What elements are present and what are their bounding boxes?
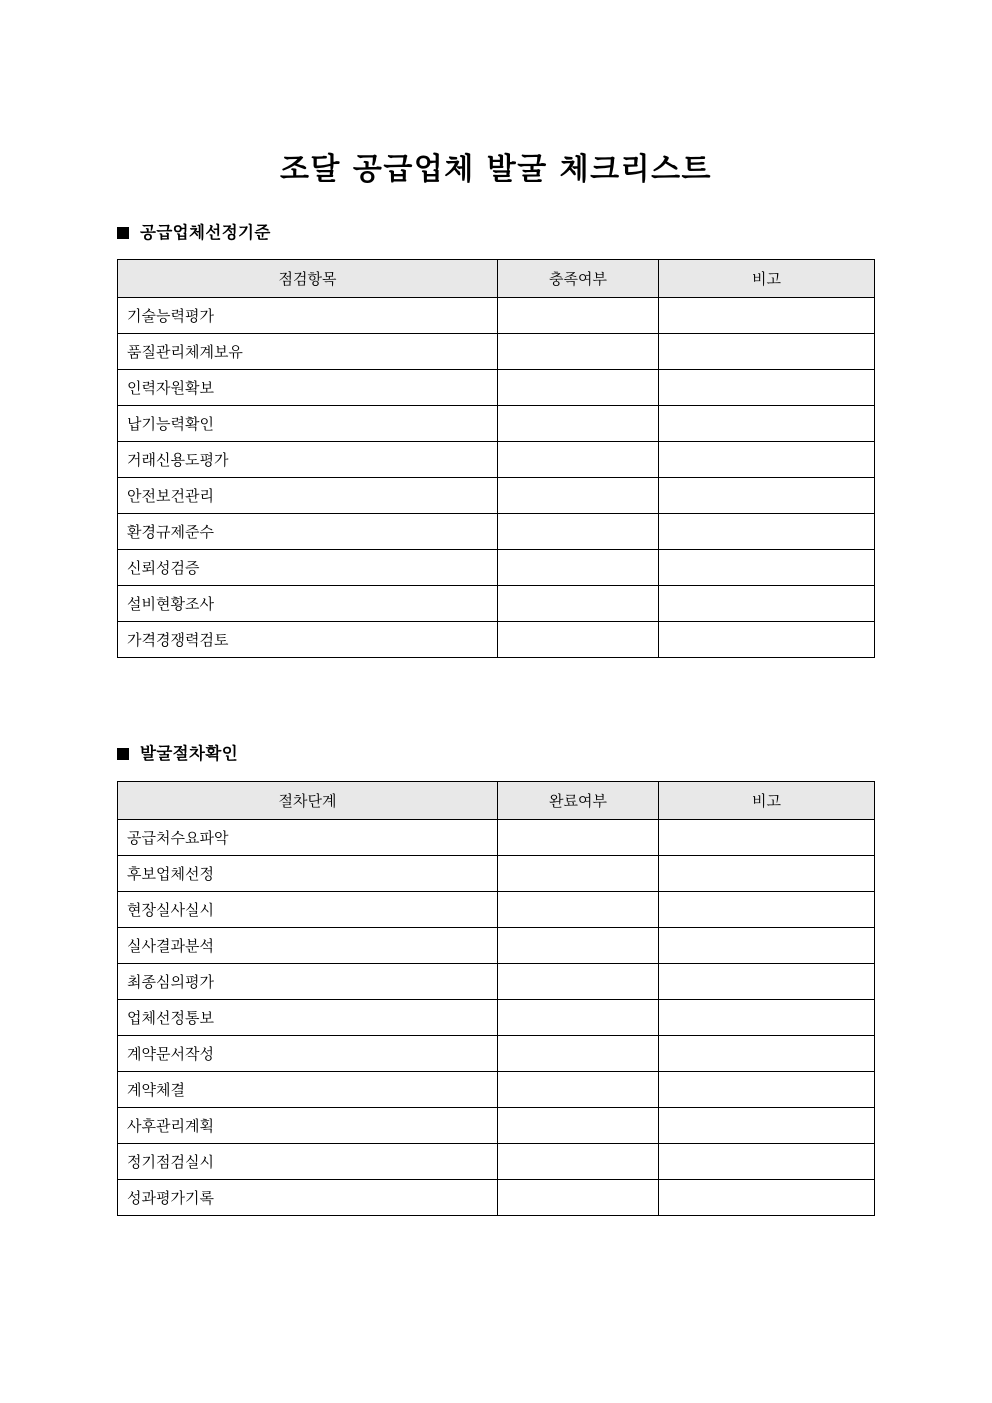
column-header-note: 비고 <box>659 782 875 820</box>
row-item-label: 납기능력확인 <box>118 406 498 442</box>
row-item-label: 인력자원확보 <box>118 370 498 406</box>
row-note-cell[interactable] <box>659 820 875 856</box>
table-row <box>118 298 875 334</box>
table-row <box>118 1180 875 1216</box>
table-header-row <box>118 782 875 820</box>
row-note-cell[interactable] <box>659 550 875 586</box>
row-note-cell[interactable] <box>659 1072 875 1108</box>
row-note-cell[interactable] <box>659 1108 875 1144</box>
table-row <box>118 1000 875 1036</box>
row-note-cell[interactable] <box>659 334 875 370</box>
table-row <box>118 1072 875 1108</box>
row-status-cell[interactable] <box>498 892 659 928</box>
row-item-label: 품질관리체계보유 <box>118 334 498 370</box>
table-row <box>118 964 875 1000</box>
row-status-cell[interactable] <box>498 622 659 658</box>
table-row <box>118 928 875 964</box>
section-heading-discovery-process <box>117 746 238 763</box>
row-status-cell[interactable] <box>498 370 659 406</box>
row-note-cell[interactable] <box>659 1144 875 1180</box>
row-status-cell[interactable] <box>498 442 659 478</box>
black-square-bullet-icon <box>117 748 129 760</box>
row-item-label: 신뢰성검증 <box>118 550 498 586</box>
row-note-cell[interactable] <box>659 622 875 658</box>
table-row <box>118 550 875 586</box>
row-note-cell[interactable] <box>659 586 875 622</box>
row-item-label: 가격경쟁력검토 <box>118 622 498 658</box>
row-status-cell[interactable] <box>498 406 659 442</box>
row-item-label: 안전보건관리 <box>118 478 498 514</box>
row-status-cell[interactable] <box>498 334 659 370</box>
row-status-cell[interactable] <box>498 1072 659 1108</box>
row-item-label: 공급처수요파악 <box>118 820 498 856</box>
row-item-label: 기술능력평가 <box>118 298 498 334</box>
row-item-label: 설비현황조사 <box>118 586 498 622</box>
row-item-label: 업체선정통보 <box>118 1000 498 1036</box>
section-heading-label: 공급업체선정기준 <box>140 223 271 242</box>
row-note-cell[interactable] <box>659 928 875 964</box>
table-header-row <box>118 260 875 298</box>
table-row <box>118 1144 875 1180</box>
row-status-cell[interactable] <box>498 1000 659 1036</box>
row-item-label: 정기점검실시 <box>118 1144 498 1180</box>
page-title: 조달 공급업체 발굴 체크리스트 <box>279 152 713 188</box>
section-heading-label: 발굴절차확인 <box>140 744 239 763</box>
row-item-label: 환경규제준수 <box>118 514 498 550</box>
row-status-cell[interactable] <box>498 928 659 964</box>
table-row <box>118 622 875 658</box>
row-status-cell[interactable] <box>498 964 659 1000</box>
black-square-bullet-icon <box>117 227 129 239</box>
row-item-label: 성과평가기록 <box>118 1180 498 1216</box>
table-row <box>118 442 875 478</box>
row-item-label: 최종심의평가 <box>118 964 498 1000</box>
table-row <box>118 514 875 550</box>
row-status-cell[interactable] <box>498 1180 659 1216</box>
row-status-cell[interactable] <box>498 550 659 586</box>
column-header-item: 점검항목 <box>118 260 498 298</box>
row-status-cell[interactable] <box>498 1108 659 1144</box>
table-row <box>118 856 875 892</box>
row-note-cell[interactable] <box>659 442 875 478</box>
row-status-cell[interactable] <box>498 586 659 622</box>
discovery-process-table <box>117 781 875 1216</box>
row-note-cell[interactable] <box>659 1036 875 1072</box>
row-note-cell[interactable] <box>659 298 875 334</box>
row-status-cell[interactable] <box>498 1144 659 1180</box>
row-note-cell[interactable] <box>659 406 875 442</box>
row-item-label: 실사결과분석 <box>118 928 498 964</box>
row-status-cell[interactable] <box>498 298 659 334</box>
row-note-cell[interactable] <box>659 478 875 514</box>
row-note-cell[interactable] <box>659 370 875 406</box>
column-header-note: 비고 <box>659 260 875 298</box>
table-row <box>118 406 875 442</box>
row-item-label: 현장실사실시 <box>118 892 498 928</box>
row-status-cell[interactable] <box>498 1036 659 1072</box>
table-row <box>118 478 875 514</box>
section-heading-supplier-criteria <box>117 225 271 242</box>
table-row <box>118 820 875 856</box>
supplier-criteria-table <box>117 259 875 658</box>
row-note-cell[interactable] <box>659 856 875 892</box>
row-note-cell[interactable] <box>659 514 875 550</box>
column-header-status: 충족여부 <box>498 260 659 298</box>
row-status-cell[interactable] <box>498 820 659 856</box>
table-row <box>118 892 875 928</box>
column-header-status: 완료여부 <box>498 782 659 820</box>
row-note-cell[interactable] <box>659 964 875 1000</box>
row-item-label: 계약체결 <box>118 1072 498 1108</box>
table-row <box>118 370 875 406</box>
column-header-step: 절차단계 <box>118 782 498 820</box>
row-note-cell[interactable] <box>659 892 875 928</box>
table-row <box>118 586 875 622</box>
table-row <box>118 334 875 370</box>
row-item-label: 후보업체선정 <box>118 856 498 892</box>
row-note-cell[interactable] <box>659 1000 875 1036</box>
row-status-cell[interactable] <box>498 478 659 514</box>
row-item-label: 거래신용도평가 <box>118 442 498 478</box>
row-item-label: 사후관리계획 <box>118 1108 498 1144</box>
row-item-label: 계약문서작성 <box>118 1036 498 1072</box>
row-note-cell[interactable] <box>659 1180 875 1216</box>
row-status-cell[interactable] <box>498 856 659 892</box>
table-row <box>118 1108 875 1144</box>
row-status-cell[interactable] <box>498 514 659 550</box>
table-row <box>118 1036 875 1072</box>
